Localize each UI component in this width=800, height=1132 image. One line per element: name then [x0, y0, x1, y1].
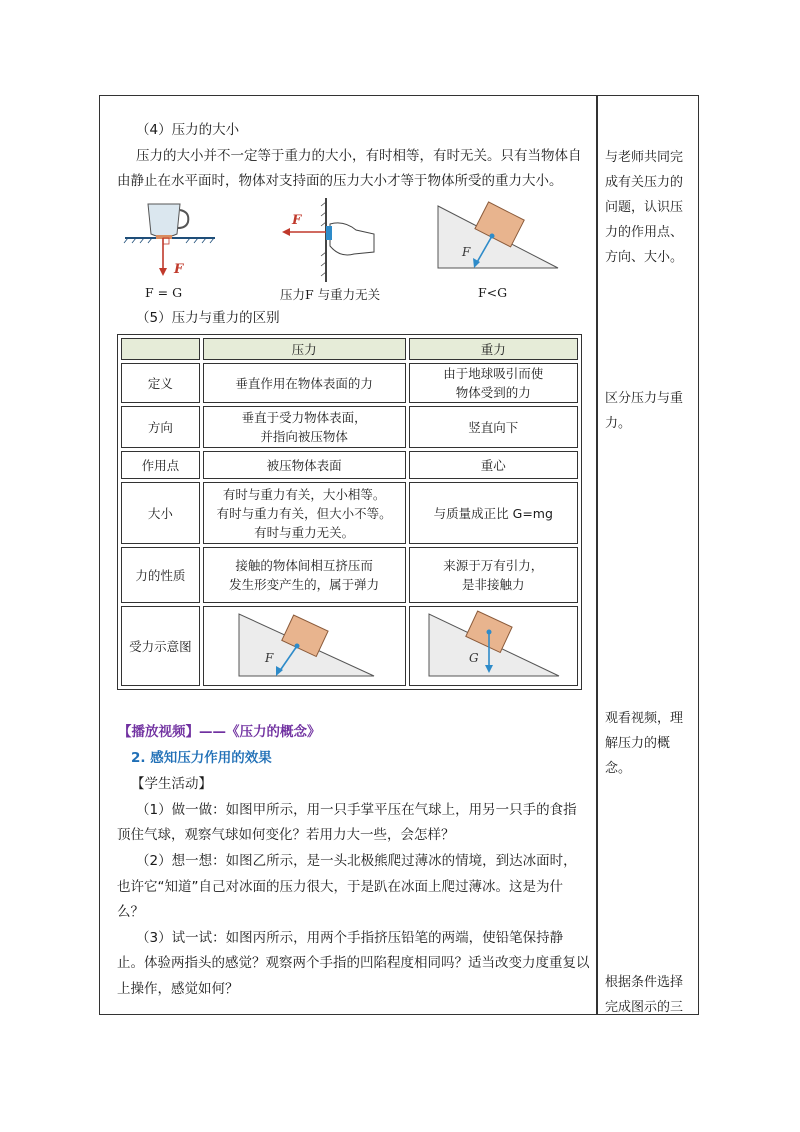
row-label: 受力示意图 [121, 606, 200, 686]
pressure-cell [203, 547, 406, 603]
video-tag: 【播放视频】——《压力的概念》 [118, 724, 321, 740]
cell-line: 垂直于受力物体表面， [241, 410, 367, 425]
table-header-gravity: 重力 [409, 338, 578, 360]
row-label: 作用点 [121, 451, 200, 479]
side-note-4 [605, 970, 695, 1020]
side-note-2 [605, 386, 695, 436]
cell-line: 并指向被压物体 [260, 429, 348, 444]
row-label: 大小 [121, 482, 200, 544]
side-note-3 [605, 706, 695, 781]
figure-hand-on-wall [278, 196, 383, 286]
activity-line: 么？ [117, 904, 144, 920]
activity-line: （2）想一想：如图乙所示，是一头北极熊爬过薄冰的情境，到达冰面时， [136, 853, 577, 869]
side-note-line: 成有关压力的 [605, 175, 684, 190]
gravity-cell [409, 406, 578, 448]
side-note-line: 完成图示的三 [605, 1000, 684, 1015]
side-note-line: 力。 [605, 416, 632, 431]
side-note-line: 力的作用点、 [605, 225, 684, 240]
gravity-label-G: G [469, 650, 479, 665]
cell-line: 是非接触力 [462, 577, 525, 592]
row-label: 力的性质 [121, 547, 200, 603]
heading-pressure-magnitude: （4）压力的大小 [136, 122, 240, 138]
heading-pressure-vs-gravity: （5）压力与重力的区别 [136, 310, 280, 326]
pressure-cell [203, 482, 406, 544]
cell-line: 竖直向下 [468, 419, 519, 435]
table-row [121, 547, 578, 603]
gravity-cell [409, 482, 578, 544]
gravity-diagram-cell [409, 606, 578, 686]
activity-line: （3）试一试：如图丙所示，用两个手指挤压铅笔的两端，使铅笔保持静 [136, 930, 564, 946]
pressure-cell [203, 451, 406, 479]
side-note-line: 方向、大小。 [605, 250, 684, 265]
pressure-diagram-cell [203, 606, 406, 686]
table-row [121, 482, 578, 544]
force-label-F: F [462, 245, 471, 259]
side-note-line: 念。 [605, 761, 632, 776]
table-row [121, 606, 578, 686]
incline-gravity-diagram [423, 610, 563, 680]
cell-line: 重心 [480, 457, 506, 473]
force-label-F: F [292, 213, 302, 228]
row-label: 定义 [121, 363, 200, 403]
row-label: 方向 [121, 406, 200, 448]
side-note-line: 根据条件选择 [605, 975, 684, 990]
cell-line: 有时与重力无关。 [254, 524, 355, 540]
table-row [121, 363, 578, 403]
gravity-cell [409, 451, 578, 479]
paragraph-line: 由静止在水平面时，物体对支持面的压力大小才等于物体所受的重力大小。 [117, 173, 563, 189]
paragraph-line: 压力的大小并不一定等于重力的大小，有时相等，有时无关。只有当物体自 [136, 148, 582, 164]
side-note-line: 与老师共同完 [605, 150, 684, 165]
side-note-line: 问题，认识压 [605, 200, 684, 215]
activity-line: 顶住气球，观察气球如何变化？若用力大一些，会怎样？ [117, 827, 455, 843]
side-note-line: 观看视频，理 [605, 711, 684, 726]
cell-line: 被压物体表面 [266, 457, 342, 473]
incline-pressure-diagram [229, 610, 379, 680]
force-label-F: F [265, 650, 274, 665]
activity-line: 也许它“知道”自己对冰面的压力很大，于是趴在冰面上爬过薄冰。这是为什 [117, 879, 563, 895]
activity-line: 上操作，感觉如何？ [117, 981, 239, 997]
student-activity-label: 【学生活动】 [131, 776, 212, 792]
cell-line: 与质量成正比 G=mg [433, 505, 553, 521]
force-label-F: F [174, 262, 184, 277]
cell-line: 来源于万有引力， [443, 558, 544, 573]
gravity-cell [409, 363, 578, 403]
table-row [121, 406, 578, 448]
cell-line: 有时与重力有关，但大小不等。 [216, 505, 392, 521]
column-divider [596, 95, 598, 1015]
comparison-table [117, 334, 582, 690]
section-heading-pressure-effect: 2. 感知压力作用的效果 [131, 750, 272, 766]
activity-line: 止。体验两指头的感觉？观察两个手指的凹陷程度相同吗？适当改变力度重复以 [117, 955, 590, 971]
pressure-cell [203, 363, 406, 403]
cell-line: 有时与重力有关，大小相等。 [222, 486, 386, 502]
caption-f-less-than-g: F<G [478, 285, 508, 300]
cell-line: 物体受到的力 [455, 385, 531, 400]
cell-line: 由于地球吸引而使 [443, 366, 544, 381]
figure-block-on-incline [430, 200, 565, 275]
table-header-cell [121, 338, 200, 360]
cell-line: 发生形变产生的，属于弹力 [229, 577, 380, 592]
table-header-row [121, 338, 578, 360]
caption-pressure-unrelated-to-gravity: 压力F 与重力无关 [280, 287, 381, 302]
side-note-line: 区分压力与重 [605, 391, 684, 406]
figure-cup-on-table [120, 198, 220, 283]
gravity-cell [409, 547, 578, 603]
table-header-pressure: 压力 [203, 338, 406, 360]
side-note-line: 解压力的概 [605, 736, 671, 751]
cell-line: 接触的物体间相互挤压而 [235, 558, 373, 573]
cell-line: 垂直作用在物体表面的力 [235, 375, 373, 391]
side-note-1 [605, 145, 695, 270]
pressure-cell [203, 406, 406, 448]
table-row [121, 451, 578, 479]
caption-f-equals-g: F = G [145, 285, 183, 300]
activity-line: （1）做一做：如图甲所示，用一只手掌平压在气球上，用另一只手的食指 [136, 802, 577, 818]
